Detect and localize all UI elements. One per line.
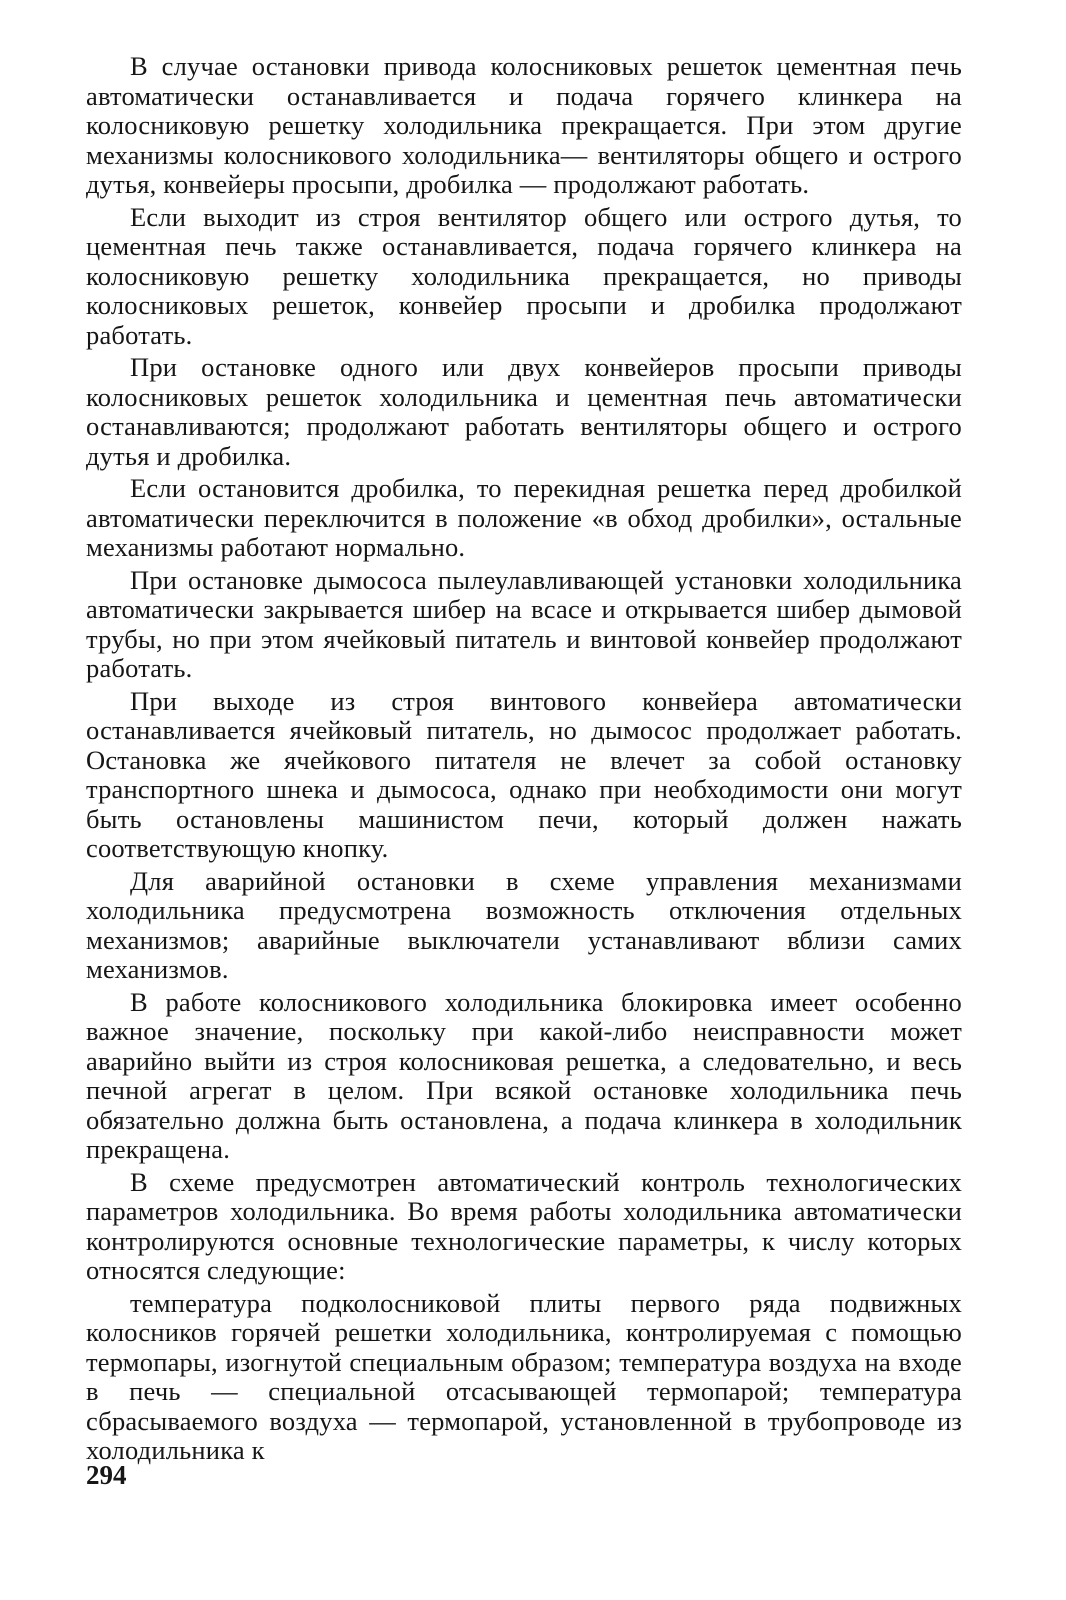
paragraph-4: Если остановится дробилка, то перекидная решетка перед дробилкой автоматически переключится в положение «в обход дробилки», остальные механизмы работают нормально. xyxy=(86,473,962,562)
paragraph-1: В случае остановки привода колосниковых решеток цементная печь автоматически останавливается и подача горячего клинкера на колосниковую решетку холодильника прекращается. При этом другие механизмы колосникового холодильника— вентиляторы общего и острого дутья, конвейеры просыпи, дробилка — продолжают работать. xyxy=(86,51,962,199)
paragraph-3: При остановке одного или двух конвейеров просыпи приводы колосниковых решеток холодильника и цементная печь автоматически останавливаются; продолжают работать вентиляторы общего и острого дутья и дробилка. xyxy=(86,352,962,471)
paragraph-9: В схеме предусмотрен автоматический контроль технологических параметров холодильника. Во время работы холодильника автоматически контролируются основные технологические параметры, к числу которых относятся следующие: xyxy=(86,1166,962,1285)
paragraph-6: При выходе из строя винтового конвейера автоматически останавливается ячейковый питатель, но дымосос продолжает работать. Остановка же ячейкового питателя не влечет за собой остановку транспортного шнека и дымососа, однако при необходимости они могут быть остановлены машинистом печи, который должен нажать соответствующую кнопку. xyxy=(86,685,962,863)
page-number: 294 xyxy=(86,1460,127,1490)
paragraph-7: Для аварийной остановки в схеме управления механизмами холодильника предусмотрена возможность отключения отдельных механизмов; аварийные выключатели устанавливают вблизи самих механизмов. xyxy=(86,865,962,984)
paragraph-2: Если выходит из строя вентилятор общего или острого дутья, то цементная печь также останавливается, подача горячего клинкера на колосниковую решетку холодильника прекращается, но приводы колосниковых решеток, конвейер просыпи и дробилка продолжают работать. xyxy=(86,201,962,350)
paragraph-10: температура подколосниковой плиты первого ряда подвижных колосников горячей решетки холодильника, контролируемая с помощью термопары, изогнутой специальным образом; температура воздуха на входе в печь — специальной отсасывающей термопарой; температура сбрасываемого воздуха — термопарой, установленной в трубопроводе из холодильника к xyxy=(86,1287,962,1465)
body-text xyxy=(86,52,962,1469)
paragraph-8: В работе колосникового холодильника блокировка имеет особенно важное значение, поскольку при какой-либо неисправности может аварийно выйти из строя колосниковая решетка, а следовательно, и весь печной агрегат в целом. При всякой остановке холодильника печь обязательно должна быть остановлена, а подача клинкера в холодильник прекращена. xyxy=(86,986,962,1164)
paragraph-5: При остановке дымососа пылеулавливающей установки холодильника автоматически закрывается шибер на всасе и открывается шибер дымовой трубы, но при этом ячейковый питатель и винтовой конвейер продолжают работать. xyxy=(86,564,962,683)
